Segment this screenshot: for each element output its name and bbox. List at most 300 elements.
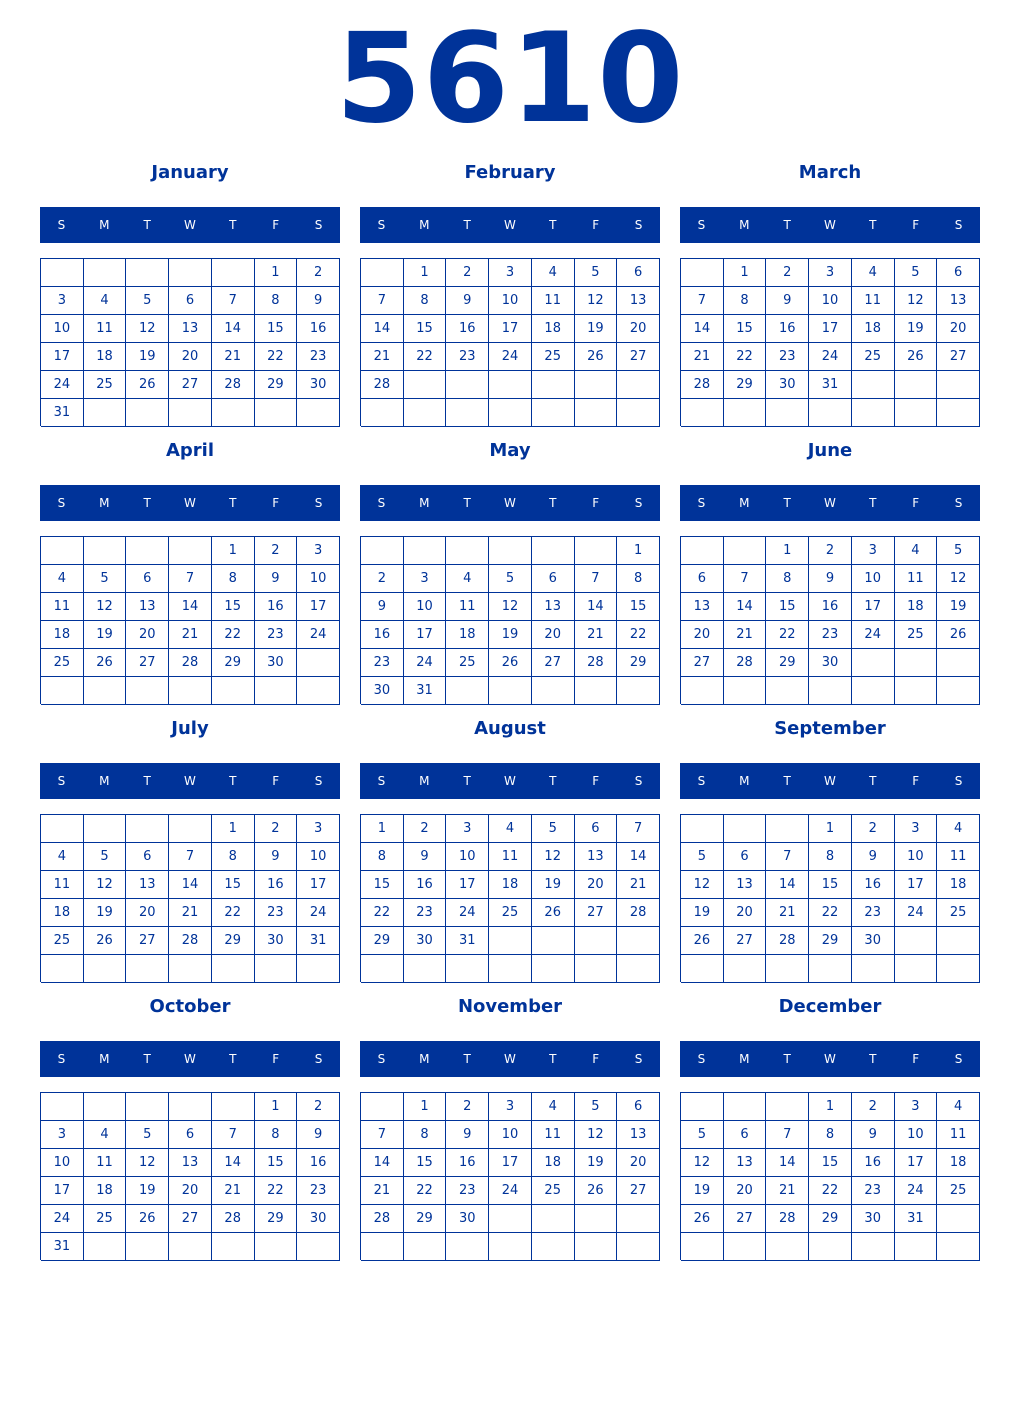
empty-day-cell bbox=[297, 399, 340, 427]
day-cell: 23 bbox=[297, 1177, 340, 1205]
day-cell: 19 bbox=[126, 1177, 169, 1205]
day-cell: 7 bbox=[361, 287, 404, 315]
day-cell: 2 bbox=[297, 259, 340, 287]
day-cell: 3 bbox=[297, 815, 340, 843]
empty-day-cell bbox=[126, 399, 169, 427]
day-cell: 31 bbox=[41, 1233, 84, 1261]
day-cell: 28 bbox=[169, 927, 212, 955]
day-cell: 17 bbox=[852, 593, 895, 621]
empty-day-cell bbox=[852, 371, 895, 399]
day-cell: 29 bbox=[212, 649, 255, 677]
day-cell: 9 bbox=[446, 287, 489, 315]
day-cell: 11 bbox=[41, 593, 84, 621]
day-cell: 6 bbox=[617, 1093, 660, 1121]
day-cell: 3 bbox=[895, 1093, 938, 1121]
day-cell: 10 bbox=[895, 843, 938, 871]
day-cell: 24 bbox=[297, 621, 340, 649]
weekday-label: F bbox=[592, 774, 600, 788]
day-cell: 9 bbox=[297, 1121, 340, 1149]
day-cell: 3 bbox=[809, 259, 852, 287]
empty-day-cell bbox=[895, 371, 938, 399]
empty-day-cell bbox=[126, 1093, 169, 1121]
day-cell: 23 bbox=[852, 899, 895, 927]
empty-day-cell bbox=[361, 955, 404, 983]
empty-day-cell bbox=[852, 1233, 895, 1261]
empty-day-cell bbox=[169, 399, 212, 427]
empty-day-cell bbox=[84, 537, 127, 565]
empty-day-cell bbox=[212, 1233, 255, 1261]
day-cell: 1 bbox=[255, 259, 298, 287]
day-cell: 24 bbox=[489, 1177, 532, 1205]
weekday-label: T bbox=[869, 1052, 877, 1066]
day-cell: 22 bbox=[809, 1177, 852, 1205]
day-cell: 29 bbox=[255, 371, 298, 399]
day-cell: 1 bbox=[361, 815, 404, 843]
month-april bbox=[40, 434, 340, 704]
empty-day-cell bbox=[489, 1233, 532, 1261]
empty-day-cell bbox=[724, 955, 767, 983]
day-cell: 26 bbox=[84, 649, 127, 677]
weekday-label: S bbox=[634, 774, 643, 788]
day-cell: 5 bbox=[895, 259, 938, 287]
day-cell: 6 bbox=[126, 843, 169, 871]
weekday-label: W bbox=[824, 1052, 836, 1066]
day-cell: 17 bbox=[446, 871, 489, 899]
weekday-label: T bbox=[783, 1052, 791, 1066]
weekday-header bbox=[360, 763, 660, 799]
weekday-header bbox=[40, 1041, 340, 1077]
empty-day-cell bbox=[41, 537, 84, 565]
empty-day-cell bbox=[297, 955, 340, 983]
day-cell: 30 bbox=[852, 927, 895, 955]
day-cell: 25 bbox=[446, 649, 489, 677]
weekday-label: S bbox=[314, 496, 323, 510]
empty-day-cell bbox=[404, 955, 447, 983]
day-cell: 27 bbox=[575, 899, 618, 927]
day-cell: 15 bbox=[255, 1149, 298, 1177]
day-cell: 26 bbox=[681, 927, 724, 955]
weekday-label: S bbox=[954, 218, 963, 232]
day-cell: 2 bbox=[446, 1093, 489, 1121]
empty-day-cell bbox=[724, 815, 767, 843]
day-cell: 29 bbox=[724, 371, 767, 399]
day-cell: 22 bbox=[212, 899, 255, 927]
day-cell: 13 bbox=[617, 1121, 660, 1149]
empty-day-cell bbox=[126, 537, 169, 565]
empty-day-cell bbox=[404, 537, 447, 565]
day-cell: 1 bbox=[809, 1093, 852, 1121]
day-grid bbox=[360, 814, 660, 982]
empty-day-cell bbox=[766, 815, 809, 843]
day-cell: 1 bbox=[212, 815, 255, 843]
day-cell: 17 bbox=[297, 593, 340, 621]
empty-day-cell bbox=[489, 955, 532, 983]
day-cell: 24 bbox=[809, 343, 852, 371]
day-cell: 24 bbox=[41, 1205, 84, 1233]
day-cell: 19 bbox=[532, 871, 575, 899]
empty-day-cell bbox=[575, 537, 618, 565]
empty-day-cell bbox=[169, 955, 212, 983]
weekday-label: W bbox=[504, 218, 516, 232]
weekday-header bbox=[680, 207, 980, 243]
day-cell: 2 bbox=[809, 537, 852, 565]
day-cell: 14 bbox=[681, 315, 724, 343]
empty-day-cell bbox=[852, 955, 895, 983]
day-cell: 24 bbox=[297, 899, 340, 927]
empty-day-cell bbox=[575, 677, 618, 705]
day-cell: 28 bbox=[681, 371, 724, 399]
empty-day-cell bbox=[532, 955, 575, 983]
day-cell: 2 bbox=[446, 259, 489, 287]
empty-day-cell bbox=[212, 399, 255, 427]
day-cell: 19 bbox=[575, 315, 618, 343]
day-cell: 25 bbox=[852, 343, 895, 371]
day-cell: 4 bbox=[84, 287, 127, 315]
day-cell: 13 bbox=[681, 593, 724, 621]
weekday-label: S bbox=[697, 1052, 706, 1066]
empty-day-cell bbox=[532, 371, 575, 399]
empty-day-cell bbox=[84, 1233, 127, 1261]
day-cell: 12 bbox=[681, 1149, 724, 1177]
weekday-label: T bbox=[869, 774, 877, 788]
day-cell: 22 bbox=[617, 621, 660, 649]
empty-day-cell bbox=[937, 927, 980, 955]
empty-day-cell bbox=[809, 1233, 852, 1261]
day-cell: 11 bbox=[937, 1121, 980, 1149]
month-name: June bbox=[807, 440, 853, 461]
day-cell: 15 bbox=[212, 871, 255, 899]
day-cell: 1 bbox=[809, 815, 852, 843]
weekday-header bbox=[40, 485, 340, 521]
day-cell: 30 bbox=[809, 649, 852, 677]
day-cell: 26 bbox=[895, 343, 938, 371]
day-cell: 26 bbox=[575, 343, 618, 371]
day-cell: 3 bbox=[41, 287, 84, 315]
day-cell: 11 bbox=[84, 1149, 127, 1177]
day-cell: 5 bbox=[126, 1121, 169, 1149]
empty-day-cell bbox=[937, 649, 980, 677]
empty-day-cell bbox=[169, 815, 212, 843]
empty-day-cell bbox=[41, 955, 84, 983]
empty-day-cell bbox=[852, 649, 895, 677]
weekday-label: S bbox=[954, 496, 963, 510]
empty-day-cell bbox=[361, 1233, 404, 1261]
day-cell: 3 bbox=[41, 1121, 84, 1149]
empty-day-cell bbox=[212, 259, 255, 287]
day-cell: 5 bbox=[575, 1093, 618, 1121]
day-cell: 9 bbox=[297, 287, 340, 315]
day-cell: 5 bbox=[575, 259, 618, 287]
day-cell: 7 bbox=[617, 815, 660, 843]
empty-day-cell bbox=[617, 955, 660, 983]
day-cell: 5 bbox=[84, 565, 127, 593]
day-grid bbox=[40, 1092, 340, 1260]
day-cell: 2 bbox=[852, 1093, 895, 1121]
day-cell: 10 bbox=[404, 593, 447, 621]
day-cell: 11 bbox=[489, 843, 532, 871]
day-cell: 13 bbox=[532, 593, 575, 621]
day-cell: 23 bbox=[446, 1177, 489, 1205]
day-cell: 8 bbox=[255, 1121, 298, 1149]
day-cell: 20 bbox=[575, 871, 618, 899]
day-cell: 14 bbox=[575, 593, 618, 621]
day-cell: 1 bbox=[212, 537, 255, 565]
weekday-label: M bbox=[739, 774, 750, 788]
weekday-label: S bbox=[57, 774, 66, 788]
weekday-label: T bbox=[549, 496, 557, 510]
weekday-label: M bbox=[99, 496, 110, 510]
day-cell: 3 bbox=[489, 1093, 532, 1121]
day-cell: 23 bbox=[297, 343, 340, 371]
day-cell: 17 bbox=[895, 1149, 938, 1177]
weekday-header bbox=[680, 763, 980, 799]
empty-day-cell bbox=[126, 815, 169, 843]
day-cell: 12 bbox=[84, 593, 127, 621]
day-cell: 7 bbox=[169, 843, 212, 871]
day-cell: 13 bbox=[126, 871, 169, 899]
empty-day-cell bbox=[84, 955, 127, 983]
day-cell: 10 bbox=[297, 565, 340, 593]
day-cell: 27 bbox=[532, 649, 575, 677]
day-cell: 24 bbox=[895, 1177, 938, 1205]
day-cell: 22 bbox=[404, 343, 447, 371]
weekday-label: S bbox=[377, 218, 386, 232]
day-cell: 27 bbox=[169, 1205, 212, 1233]
day-cell: 15 bbox=[212, 593, 255, 621]
day-cell: 20 bbox=[681, 621, 724, 649]
day-cell: 18 bbox=[41, 899, 84, 927]
day-cell: 7 bbox=[169, 565, 212, 593]
empty-day-cell bbox=[532, 927, 575, 955]
empty-day-cell bbox=[766, 955, 809, 983]
day-cell: 19 bbox=[937, 593, 980, 621]
empty-day-cell bbox=[126, 1233, 169, 1261]
day-cell: 23 bbox=[361, 649, 404, 677]
day-cell: 21 bbox=[361, 343, 404, 371]
empty-day-cell bbox=[297, 649, 340, 677]
weekday-label: T bbox=[463, 774, 471, 788]
day-cell: 26 bbox=[681, 1205, 724, 1233]
day-cell: 5 bbox=[84, 843, 127, 871]
empty-day-cell bbox=[255, 1233, 298, 1261]
day-cell: 12 bbox=[575, 1121, 618, 1149]
empty-day-cell bbox=[84, 259, 127, 287]
weekday-label: S bbox=[697, 774, 706, 788]
empty-day-cell bbox=[895, 927, 938, 955]
day-cell: 22 bbox=[404, 1177, 447, 1205]
day-cell: 6 bbox=[681, 565, 724, 593]
day-cell: 5 bbox=[681, 1121, 724, 1149]
empty-day-cell bbox=[766, 1093, 809, 1121]
empty-day-cell bbox=[937, 955, 980, 983]
empty-day-cell bbox=[532, 1205, 575, 1233]
month-march bbox=[680, 156, 980, 426]
day-cell: 14 bbox=[724, 593, 767, 621]
weekday-label: T bbox=[549, 218, 557, 232]
day-cell: 28 bbox=[724, 649, 767, 677]
empty-day-cell bbox=[575, 1205, 618, 1233]
day-cell: 20 bbox=[617, 315, 660, 343]
day-cell: 1 bbox=[617, 537, 660, 565]
day-cell: 25 bbox=[41, 927, 84, 955]
month-name: February bbox=[464, 162, 556, 183]
weekday-label: M bbox=[739, 218, 750, 232]
day-cell: 7 bbox=[212, 287, 255, 315]
day-cell: 18 bbox=[446, 621, 489, 649]
day-cell: 14 bbox=[617, 843, 660, 871]
day-cell: 28 bbox=[169, 649, 212, 677]
day-cell: 17 bbox=[489, 1149, 532, 1177]
day-cell: 26 bbox=[575, 1177, 618, 1205]
day-cell: 26 bbox=[489, 649, 532, 677]
day-cell: 1 bbox=[766, 537, 809, 565]
empty-day-cell bbox=[532, 399, 575, 427]
day-cell: 8 bbox=[361, 843, 404, 871]
weekday-label: T bbox=[783, 218, 791, 232]
weekday-label: M bbox=[419, 496, 430, 510]
day-cell: 28 bbox=[361, 371, 404, 399]
day-cell: 22 bbox=[766, 621, 809, 649]
weekday-label: T bbox=[869, 218, 877, 232]
day-cell: 27 bbox=[126, 649, 169, 677]
empty-day-cell bbox=[681, 677, 724, 705]
empty-day-cell bbox=[41, 815, 84, 843]
empty-day-cell bbox=[681, 399, 724, 427]
day-cell: 25 bbox=[937, 899, 980, 927]
day-cell: 31 bbox=[297, 927, 340, 955]
day-cell: 14 bbox=[361, 1149, 404, 1177]
day-cell: 1 bbox=[724, 259, 767, 287]
day-cell: 23 bbox=[255, 899, 298, 927]
weekday-label: F bbox=[912, 218, 920, 232]
day-cell: 19 bbox=[84, 621, 127, 649]
weekday-label: T bbox=[463, 1052, 471, 1066]
day-cell: 2 bbox=[766, 259, 809, 287]
day-cell: 19 bbox=[895, 315, 938, 343]
day-cell: 21 bbox=[169, 621, 212, 649]
weekday-label: T bbox=[463, 496, 471, 510]
weekday-label: T bbox=[143, 774, 151, 788]
empty-day-cell bbox=[617, 399, 660, 427]
empty-day-cell bbox=[681, 955, 724, 983]
day-cell: 17 bbox=[41, 1177, 84, 1205]
day-cell: 19 bbox=[681, 899, 724, 927]
day-cell: 11 bbox=[84, 315, 127, 343]
empty-day-cell bbox=[895, 955, 938, 983]
day-cell: 5 bbox=[489, 565, 532, 593]
weekday-label: S bbox=[377, 496, 386, 510]
empty-day-cell bbox=[575, 927, 618, 955]
day-cell: 6 bbox=[575, 815, 618, 843]
empty-day-cell bbox=[766, 1233, 809, 1261]
day-cell: 24 bbox=[446, 899, 489, 927]
weekday-label: T bbox=[143, 496, 151, 510]
day-cell: 28 bbox=[212, 1205, 255, 1233]
day-cell: 20 bbox=[532, 621, 575, 649]
weekday-label: W bbox=[504, 774, 516, 788]
weekday-label: M bbox=[739, 1052, 750, 1066]
day-cell: 22 bbox=[212, 621, 255, 649]
day-cell: 29 bbox=[809, 1205, 852, 1233]
weekday-header bbox=[680, 1041, 980, 1077]
day-cell: 23 bbox=[766, 343, 809, 371]
weekday-header bbox=[360, 485, 660, 521]
month-september bbox=[680, 712, 980, 982]
day-cell: 14 bbox=[766, 871, 809, 899]
empty-day-cell bbox=[41, 677, 84, 705]
day-cell: 25 bbox=[532, 343, 575, 371]
day-cell: 17 bbox=[297, 871, 340, 899]
day-cell: 3 bbox=[404, 565, 447, 593]
day-cell: 7 bbox=[766, 1121, 809, 1149]
day-cell: 5 bbox=[532, 815, 575, 843]
day-cell: 27 bbox=[724, 1205, 767, 1233]
day-cell: 12 bbox=[895, 287, 938, 315]
weekday-label: M bbox=[739, 496, 750, 510]
day-cell: 12 bbox=[126, 315, 169, 343]
day-cell: 3 bbox=[489, 259, 532, 287]
empty-day-cell bbox=[681, 259, 724, 287]
weekday-label: M bbox=[419, 218, 430, 232]
day-cell: 16 bbox=[446, 315, 489, 343]
empty-day-cell bbox=[575, 1233, 618, 1261]
empty-day-cell bbox=[361, 1093, 404, 1121]
day-cell: 4 bbox=[937, 1093, 980, 1121]
weekday-label: S bbox=[697, 496, 706, 510]
day-cell: 4 bbox=[41, 843, 84, 871]
weekday-label: S bbox=[377, 1052, 386, 1066]
empty-day-cell bbox=[809, 677, 852, 705]
month-january bbox=[40, 156, 340, 426]
day-cell: 1 bbox=[404, 259, 447, 287]
empty-day-cell bbox=[212, 955, 255, 983]
day-cell: 11 bbox=[895, 565, 938, 593]
day-cell: 29 bbox=[255, 1205, 298, 1233]
empty-day-cell bbox=[489, 537, 532, 565]
day-cell: 12 bbox=[532, 843, 575, 871]
day-cell: 2 bbox=[852, 815, 895, 843]
day-cell: 7 bbox=[212, 1121, 255, 1149]
empty-day-cell bbox=[84, 677, 127, 705]
weekday-label: W bbox=[184, 1052, 196, 1066]
weekday-label: S bbox=[634, 496, 643, 510]
day-cell: 22 bbox=[255, 343, 298, 371]
day-cell: 8 bbox=[255, 287, 298, 315]
empty-day-cell bbox=[489, 371, 532, 399]
day-cell: 17 bbox=[489, 315, 532, 343]
year-title: 5610 bbox=[335, 7, 685, 151]
day-cell: 4 bbox=[489, 815, 532, 843]
empty-day-cell bbox=[617, 1205, 660, 1233]
day-cell: 18 bbox=[84, 343, 127, 371]
month-name: December bbox=[778, 996, 882, 1017]
weekday-label: W bbox=[184, 774, 196, 788]
day-cell: 20 bbox=[937, 315, 980, 343]
empty-day-cell bbox=[489, 677, 532, 705]
day-cell: 18 bbox=[41, 621, 84, 649]
day-cell: 2 bbox=[297, 1093, 340, 1121]
day-cell: 19 bbox=[489, 621, 532, 649]
day-cell: 7 bbox=[361, 1121, 404, 1149]
day-cell: 20 bbox=[169, 1177, 212, 1205]
day-cell: 1 bbox=[255, 1093, 298, 1121]
day-cell: 12 bbox=[575, 287, 618, 315]
day-cell: 28 bbox=[766, 1205, 809, 1233]
day-cell: 4 bbox=[41, 565, 84, 593]
weekday-label: T bbox=[143, 218, 151, 232]
day-cell: 14 bbox=[212, 315, 255, 343]
day-cell: 18 bbox=[895, 593, 938, 621]
